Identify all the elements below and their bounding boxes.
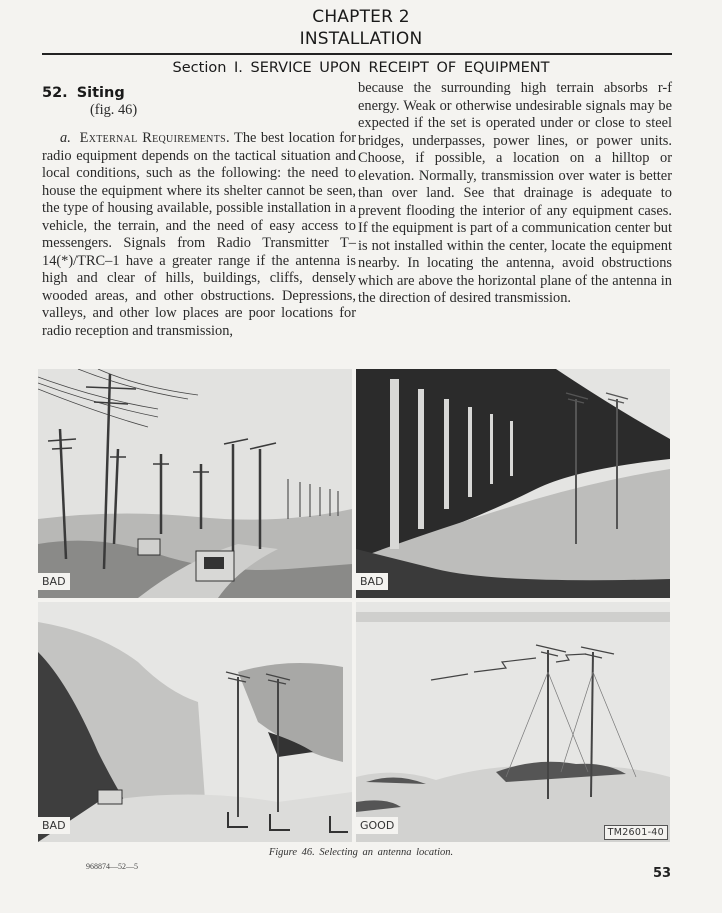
figure-code: TM2601-40	[604, 825, 668, 840]
figure-panel-valley	[38, 602, 352, 842]
left-column	[42, 80, 356, 340]
chapter-heading	[0, 6, 722, 50]
panel-label-bad: BAD	[38, 817, 70, 834]
section-title: Section I. SERVICE UPON RECEIPT OF EQUIPMENT	[172, 60, 550, 76]
paragraph-heading	[42, 84, 356, 102]
panel-label-good: GOOD	[356, 817, 398, 834]
valley-illustration	[38, 602, 352, 842]
panel-label-bad: BAD	[38, 573, 70, 590]
chapter-number: CHAPTER 2	[312, 7, 410, 27]
horizontal-rule	[42, 53, 672, 55]
figure-caption: Figure 46. Selecting an antenna location.	[268, 847, 454, 858]
left-paragraph-text: The best location for radio equipment depends on the tactical situation and local conditions, such as the following: the need to house the equipment where its shelter cannot be seen, the type of housing available, possible installation in a vehicle, the terrain, and the need of easy access to messengers. Signals from Radio Transmitter T–14(*)/TRC–1 have a greater range if the antenna is high and clear of hills, buildings, cliffs, densely wooded areas, and other obstructions. Depressions, valleys, and other low places are poor locations for radio reception and transmission,	[42, 130, 356, 339]
hilltop-illustration	[356, 602, 670, 842]
palm-grove-illustration	[356, 369, 670, 598]
figure-panel-palm-grove	[356, 369, 670, 598]
chapter-title: INSTALLATION	[299, 29, 423, 49]
paragraph-number: 52.	[42, 85, 68, 101]
subparagraph-heading: External Requirements.	[79, 130, 230, 146]
figure-reference: (fig. 46)	[90, 102, 138, 118]
figure-panel-power-lines	[38, 369, 352, 598]
print-code: 968874—52—5	[86, 862, 138, 871]
right-body-text: because the surrounding high terrain absorbs r-f energy. Weak or otherwise undesirable signals may be expected if the set is operated under or close to steel bridges, underpasses, power lines, or power units. Choose, if possible, a location on a hilltop or elevation. Normally, transmission over water is better than over land. See that drainage is adequate to prevent flooding the interior of any equipment cases. If the equipment is part of a communication center but is not installed within the center, locate the equipment nearby. In locating the antenna, avoid obstructions which are above the horizontal plane of the antenna in the direction of desired transmission.	[358, 80, 672, 306]
paragraph-title: Siting	[76, 85, 125, 101]
page-number: 53	[653, 866, 672, 881]
panel-label-bad: BAD	[356, 573, 388, 590]
figure-panel-hilltop	[356, 602, 670, 842]
subparagraph-letter: a.	[60, 130, 71, 146]
right-column	[358, 80, 672, 308]
figure-46	[38, 369, 670, 842]
left-body-text	[42, 130, 356, 340]
power-lines-illustration	[38, 369, 352, 598]
